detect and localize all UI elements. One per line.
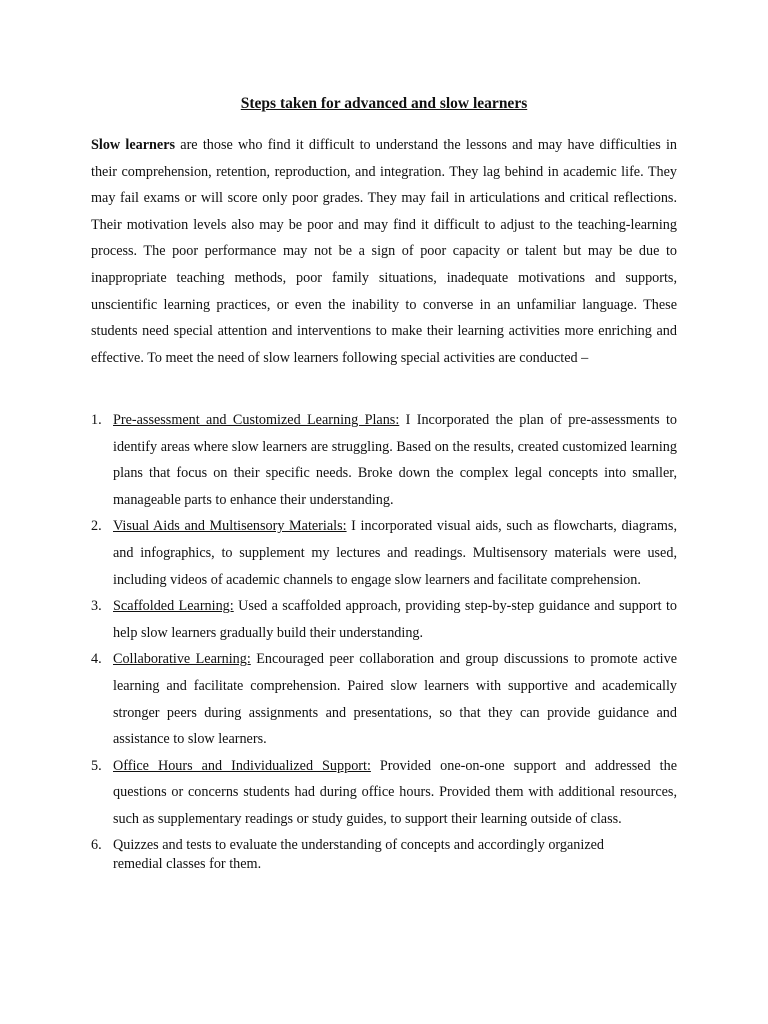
list-item-number: 1. — [91, 412, 102, 428]
activity-list — [91, 407, 677, 875]
list-item-heading: Office Hours and Individualized Support: — [113, 757, 371, 774]
list-item — [91, 593, 677, 646]
list-item-text-line2: remedial classes for them. — [113, 856, 262, 872]
list-item-text-line1: Quizzes and tests to evaluate the understanding of concepts and accordingly organized — [113, 836, 605, 853]
intro-body: are those who find it difficult to understand the lessons and may have difficulties in their comprehension, retention, reproduction, and integration. They lag behind in academic life. They may fail exams or will score only poor grades. They may fail in articulations and critical reflections. Their motivation levels also may be poor and may find it difficult to adjust to the teaching-learning process. The poor performance may not be a sign of poor capacity or talent but may be due to inappropriate teaching methods, poor family situations, inadequate motivations and supports, unscientific learning practices, or even the inability to converse in an unfamiliar language. These students need special attention and interventions to make their learning activities more enriching and effective. To meet the need of slow learners following special activities are conducted – — [91, 137, 677, 366]
list-item — [91, 646, 677, 752]
list-item-number: 6. — [91, 836, 102, 853]
list-item-number: 4. — [91, 651, 102, 668]
list-item-text: Encouraged peer collaboration and group discussions to promote active learning and facilitate comprehension. Paired slow learners with supportive and academically stronger peers during assignments and presentations, so that they can provide guidance and assistance to slow learners. — [113, 651, 677, 748]
list-item-number: 3. — [91, 598, 102, 615]
list-item-heading: Scaffolded Learning: — [113, 598, 234, 615]
intro-paragraph — [91, 132, 677, 371]
list-item-text: Used a scaffolded approach, providing step-by-step guidance and support to help slow learners gradually build their understanding. — [113, 598, 677, 641]
list-item-text: I Incorporated the plan of pre-assessments to identify areas where slow learners are struggling. Based on the results, created customized learning plans that focus on their specific needs. Broke down the complex legal concepts into smaller, manageable parts to enhance their understanding. — [113, 412, 677, 508]
list-item-number: 5. — [91, 757, 102, 774]
list-item-heading: Collaborative Learning: — [113, 651, 251, 668]
list-item-number: 2. — [91, 518, 102, 535]
list-item — [91, 753, 677, 833]
list-item-text: Provided one-on-one support and addressed the questions or concerns students had during office hours. Provided them with additional resources, such as supplementary readings or study guides, to support their learning outside of class. — [113, 757, 678, 827]
list-item — [91, 836, 677, 875]
list-item — [91, 513, 677, 593]
list-item-heading: Pre-assessment and Customized Learning Plans: — [113, 412, 400, 428]
document-title: Steps taken for advanced and slow learners — [240, 95, 528, 112]
list-item-text: I incorporated visual aids, such as flowcharts, diagrams, and infographics, to supplement my lectures and readings. Multisensory materials were used, including videos of academic channels to engage slow learners and facilitate comprehension. — [113, 518, 678, 588]
list-item-heading: Visual Aids and Multisensory Materials: — [113, 518, 347, 535]
list-item — [91, 407, 677, 513]
intro-lead-term: Slow learners — [91, 137, 176, 153]
